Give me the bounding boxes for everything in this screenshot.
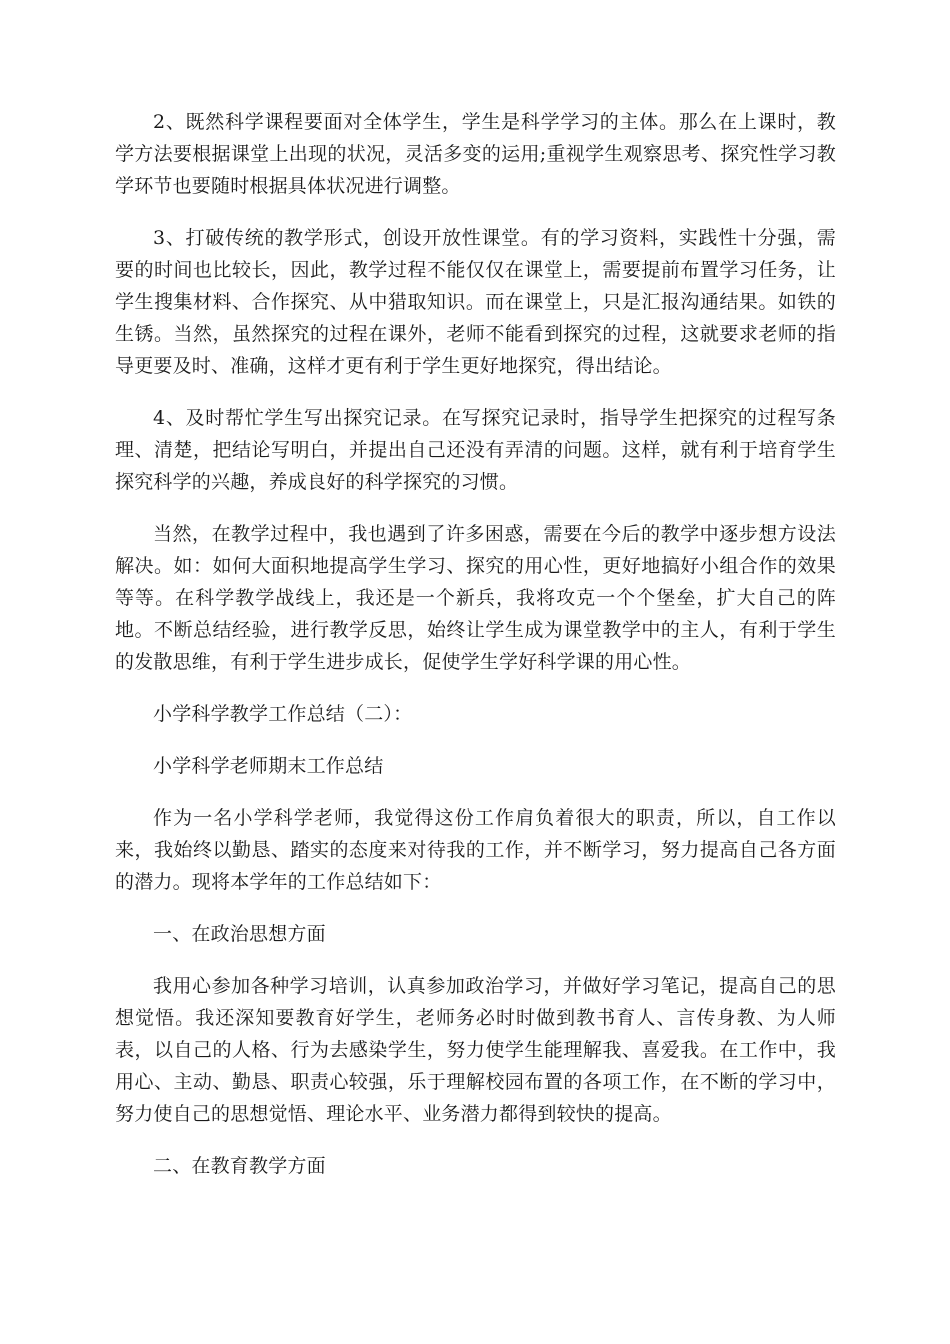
- paragraph-political-thought: 我用心参加各种学习培训，认真参加政治学习，并做好学习笔记，提高自己的思想觉悟。我还深知要教育好学生，老师务必时时做到教书育人、言传身教、为人师表，以自己的人格、行为去感染学生，努力使学生能理解我、喜爱我。在工作中，我用心、主动、勤恳、职责心较强，乐于理解校园布置的各项工作，在不断的学习中，努力使自己的思想觉悟、理论水平、业务潜力都得到较快的提高。: [115, 975, 836, 1125]
- heading-political-thought: 一、在政治思想方面: [153, 923, 326, 945]
- paragraph-point-4: 4、及时帮忙学生写出探究记录。在写探究记录时，指导学生把探究的过程写条理、清楚，把结论写明白，并提出自己还没有弄清的问题。这样，就有利于培育学生探究科学的兴趣，养成良好的科学探究的习惯。: [115, 407, 836, 493]
- paragraph-intro: 作为一名小学科学老师，我觉得这份工作肩负着很大的职责，所以，自工作以来，我始终以勤恳、踏实的态度来对待我的工作，并不断学习，努力提高自己各方面的潜力。现将本学年的工作总结如下：: [115, 807, 836, 893]
- section-subtitle-term-summary: 小学科学老师期末工作总结: [153, 755, 384, 777]
- section-title-summary-two: 小学科学教学工作总结（二）：: [153, 703, 413, 725]
- paragraph-point-3: 3、打破传统的教学形式，创设开放性课堂。有的学习资料，实践性十分强，需要的时间也比较长，因此，教学过程不能仅仅在课堂上，需要提前布置学习任务，让学生搜集材料、合作探究、从中猎取知识。而在课堂上，只是汇报沟通结果。如铁的生锈。当然，虽然探究的过程在课外，老师不能看到探究的过程，这就要求老师的指导更要及时、准确，这样才更有利于学生更好地探究，得出结论。: [115, 227, 836, 377]
- paragraph-reflection: 当然，在教学过程中，我也遇到了许多困惑，需要在今后的教学中逐步想方设法解决。如：如何大面积地提高学生学习、探究的用心性，更好地搞好小组合作的效果等等。在科学教学战线上，我还是一个新兵，我将攻克一个个堡垒，扩大自己的阵地。不断总结经验，进行教学反思，始终让学生成为课堂教学中的主人，有利于学生的发散思维，有利于学生进步成长，促使学生学好科学课的用心性。: [115, 523, 836, 673]
- heading-education-teaching: 二、在教育教学方面: [153, 1155, 326, 1177]
- paragraph-point-2: 2、既然科学课程要面对全体学生，学生是科学学习的主体。那么在上课时，教学方法要根据课堂上出现的状况，灵活多变的运用;重视学生观察思考、探究性学习教学环节也要随时根据具体状况进行调整。: [115, 111, 836, 197]
